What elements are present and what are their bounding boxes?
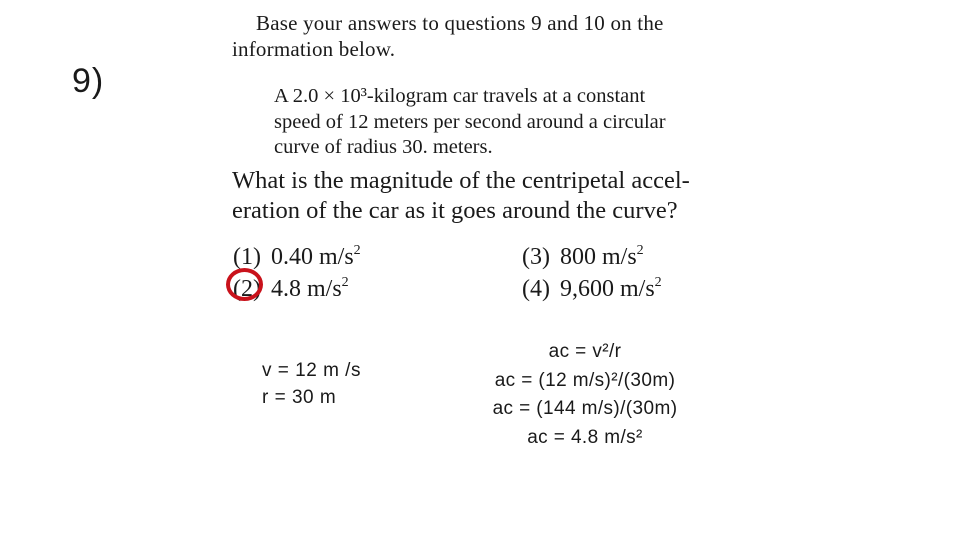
choice-number: (2) [233,276,261,302]
solution-step: ac = (12 m/s)²/(30m) [494,369,676,391]
solution-step: ac = (144 m/s)/(30m) [492,398,678,419]
passage-line: speed of 12 meters per second around a circular [274,110,666,133]
question-line: What is the magnitude of the centripetal accel- [232,167,690,194]
choice-exponent: 2 [636,243,644,258]
given-velocity: v = 12 m /s [262,360,361,381]
choice-1 [233,236,361,272]
intro-line-1: Base your answers to questions 9 and 10 on the [256,11,664,35]
answer-circle-mark [226,268,263,301]
solution-step: ac = 4.8 m/s² [527,426,643,448]
choice-number: (4) [522,276,550,302]
solution-steps [470,338,700,452]
choice-value: 9,600 m/s [559,276,655,302]
choice-value: 800 m/s [559,244,637,270]
choice-3 [522,236,644,272]
solution-step: ac = v²/r [548,341,622,362]
choice-exponent: 2 [341,275,349,290]
given-values [262,357,361,411]
intro-line-2: information below. [232,37,396,56]
choice-exponent: 2 [353,243,361,258]
question-number: 9) [72,62,105,100]
problem-passage [274,84,744,161]
given-radius: r = 30 m [262,387,337,408]
question-line: eration of the car as it goes around the curve? [232,197,678,224]
passage-line: curve of radius 30. meters. [274,136,493,158]
question-text [232,166,772,226]
choice-4 [522,268,662,304]
choice-exponent: 2 [654,275,662,290]
choice-number: (1) [233,244,261,270]
choice-number: (3) [522,244,550,270]
choice-value: 0.40 m/s [270,244,354,270]
choice-value: 4.8 m/s [270,276,342,302]
passage-line: A 2.0 × 10³-kilogram car travels at a constant [274,85,646,107]
intro-text [232,10,732,56]
